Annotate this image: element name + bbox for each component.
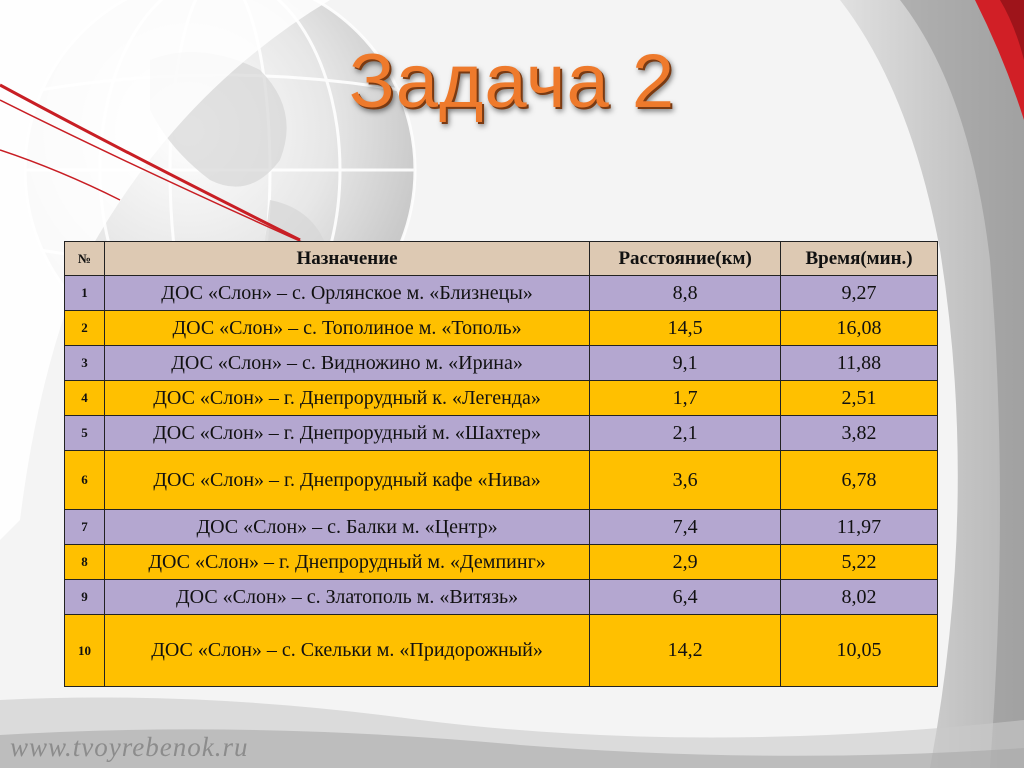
row-number: 9 bbox=[65, 580, 105, 615]
row-time: 2,51 bbox=[781, 381, 938, 416]
table-row bbox=[65, 580, 938, 615]
row-distance: 6,4 bbox=[590, 580, 781, 615]
row-destination: ДОС «Слон» – с. Скельки м. «Придорожный» bbox=[104, 615, 589, 687]
table-row bbox=[65, 276, 938, 311]
table-row bbox=[65, 615, 938, 687]
row-number: 7 bbox=[65, 510, 105, 545]
row-number: 6 bbox=[65, 451, 105, 510]
row-time: 11,88 bbox=[781, 346, 938, 381]
row-distance: 14,2 bbox=[590, 615, 781, 687]
row-destination: ДОС «Слон» – с. Балки м. «Центр» bbox=[104, 510, 589, 545]
row-number: 2 bbox=[65, 311, 105, 346]
row-destination: ДОС «Слон» – с. Видножино м. «Ирина» bbox=[104, 346, 589, 381]
table-row bbox=[65, 416, 938, 451]
row-destination: ДОС «Слон» – с. Тополиное м. «Тополь» bbox=[104, 311, 589, 346]
row-time: 5,22 bbox=[781, 545, 938, 580]
row-destination: ДОС «Слон» – с. Златополь м. «Витязь» bbox=[104, 580, 589, 615]
row-destination: ДОС «Слон» – г. Днепрорудный м. «Демпинг» bbox=[104, 545, 589, 580]
row-number: 3 bbox=[65, 346, 105, 381]
row-distance: 2,1 bbox=[590, 416, 781, 451]
row-distance: 14,5 bbox=[590, 311, 781, 346]
row-distance: 3,6 bbox=[590, 451, 781, 510]
row-number: 5 bbox=[65, 416, 105, 451]
table-row bbox=[65, 451, 938, 510]
row-number: 1 bbox=[65, 276, 105, 311]
row-number: 8 bbox=[65, 545, 105, 580]
row-time: 9,27 bbox=[781, 276, 938, 311]
row-time: 3,82 bbox=[781, 416, 938, 451]
row-distance: 8,8 bbox=[590, 276, 781, 311]
table-row bbox=[65, 311, 938, 346]
row-time: 16,08 bbox=[781, 311, 938, 346]
row-destination: ДОС «Слон» – г. Днепрорудный к. «Легенда» bbox=[104, 381, 589, 416]
header-destination: Назначение bbox=[104, 242, 589, 276]
row-time: 6,78 bbox=[781, 451, 938, 510]
table-header-row bbox=[65, 242, 938, 276]
row-time: 10,05 bbox=[781, 615, 938, 687]
slide-title: Задача 2 bbox=[348, 39, 676, 124]
table-row bbox=[65, 346, 938, 381]
row-time: 11,97 bbox=[781, 510, 938, 545]
header-number: № bbox=[65, 242, 105, 276]
table-row bbox=[65, 545, 938, 580]
routes-table bbox=[64, 241, 938, 687]
table-row bbox=[65, 381, 938, 416]
header-distance: Расстояние(км) bbox=[590, 242, 781, 276]
row-number: 4 bbox=[65, 381, 105, 416]
row-distance: 9,1 bbox=[590, 346, 781, 381]
row-destination: ДОС «Слон» – с. Орлянское м. «Близнецы» bbox=[104, 276, 589, 311]
row-number: 10 bbox=[65, 615, 105, 687]
row-destination: ДОС «Слон» – г. Днепрорудный кафе «Нива» bbox=[104, 451, 589, 510]
row-distance: 1,7 bbox=[590, 381, 781, 416]
row-distance: 7,4 bbox=[590, 510, 781, 545]
header-time: Время(мин.) bbox=[781, 242, 938, 276]
watermark-url: www.tvoyrebenok.ru bbox=[10, 732, 249, 762]
row-distance: 2,9 bbox=[590, 545, 781, 580]
table-row bbox=[65, 510, 938, 545]
row-time: 8,02 bbox=[781, 580, 938, 615]
row-destination: ДОС «Слон» – г. Днепрорудный м. «Шахтер» bbox=[104, 416, 589, 451]
